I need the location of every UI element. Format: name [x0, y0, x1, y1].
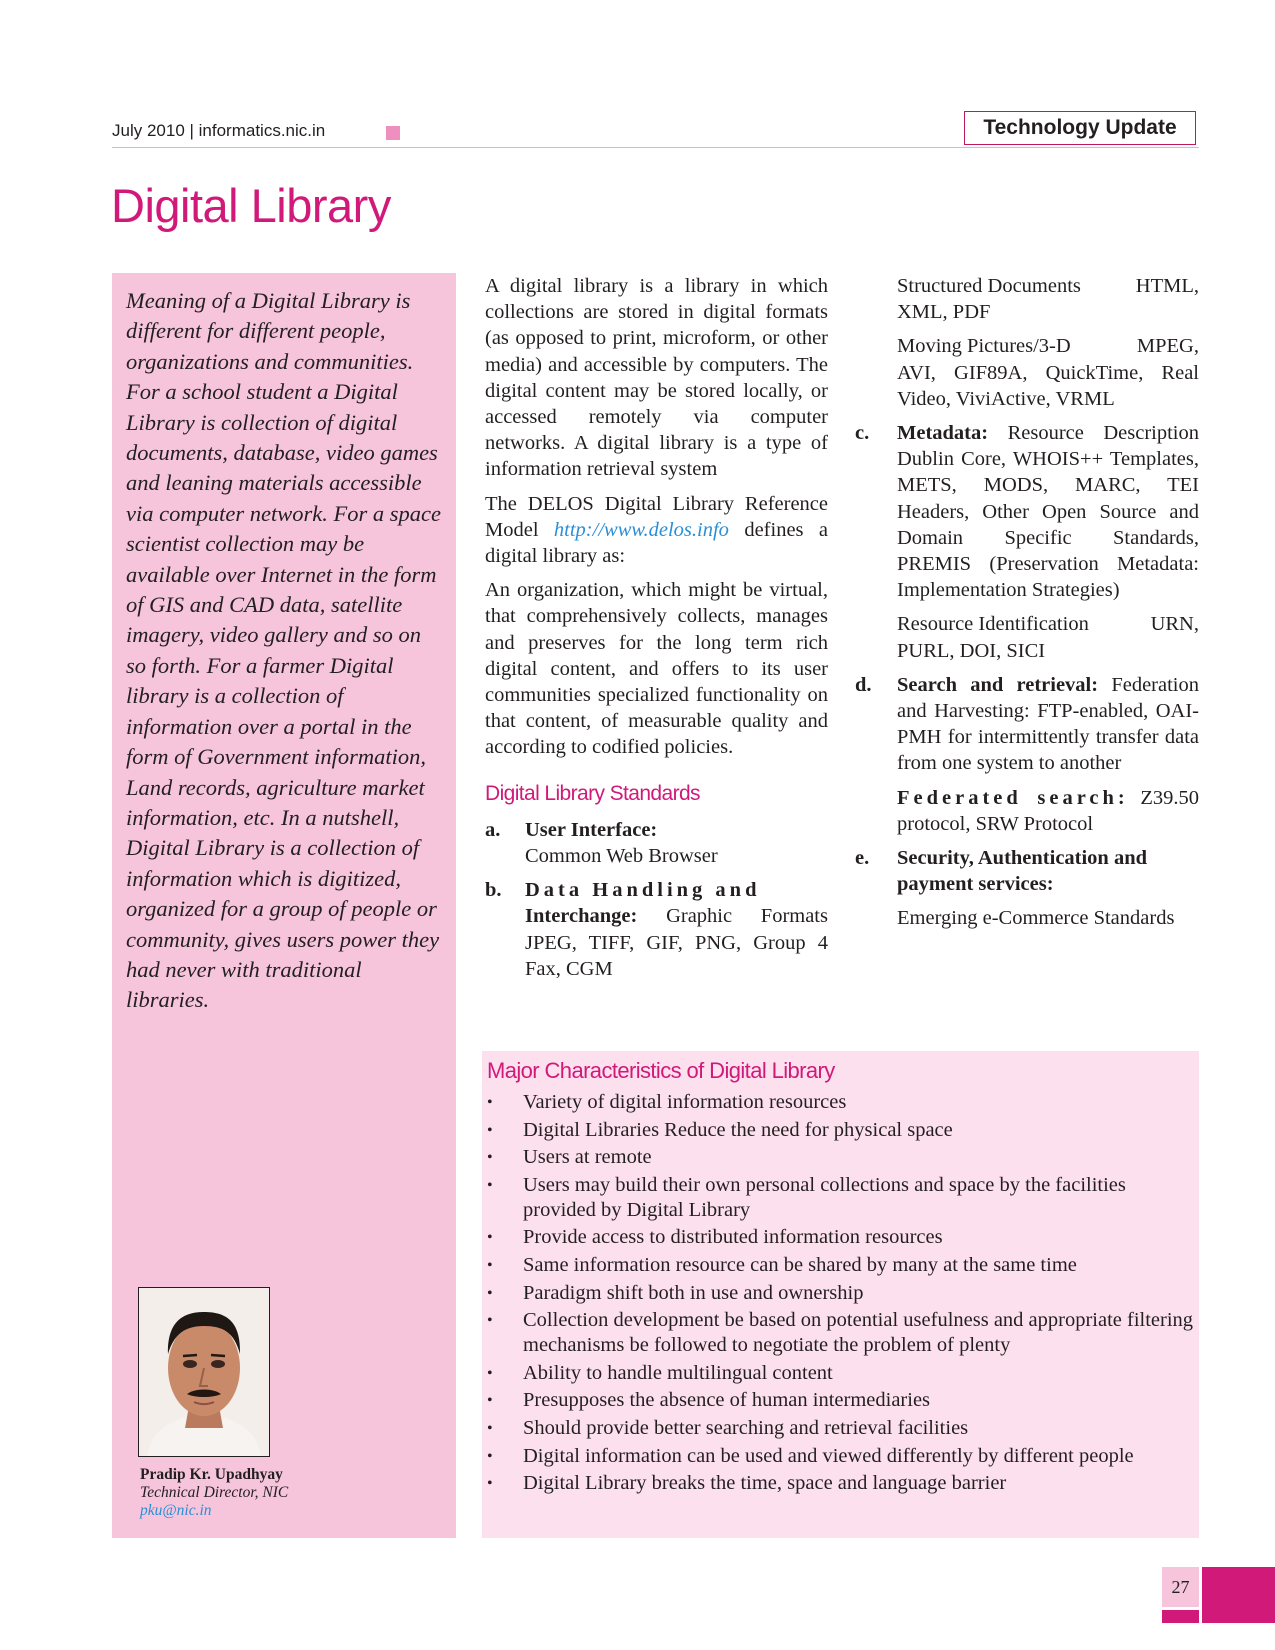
page-title: Digital Library	[111, 179, 391, 232]
list-item: • Digital information can be used and viewed differently by different people	[487, 1444, 1195, 1469]
characteristics-list	[487, 1090, 1195, 1499]
list-item: • Provide access to distributed information resources	[487, 1225, 1195, 1250]
author-title: Technical Director, NIC	[140, 1484, 289, 1501]
header-square	[386, 126, 400, 140]
moving-pictures: Moving Pictures/3-D MPEG, AVI, GIF89A, QuickTime, Real Video, ViviActive, VRML	[897, 335, 1199, 410]
list-item: • Digital Library breaks the time, space and language barrier	[487, 1471, 1195, 1496]
structured-documents: Structured Documents HTML, XML, PDF	[897, 275, 1199, 324]
paragraph-organization: An organization, which might be virtual, that comprehensively collects, manages and preserves for the long term rich digital content, and offers to its user communities specialized functionality on that content, of measurable quality and according to codified policies.	[485, 579, 828, 759]
list-item: • Presupposes the absence of human intermediaries	[487, 1388, 1195, 1413]
column-middle	[485, 273, 828, 990]
list-item: • Variety of digital information resources	[487, 1090, 1195, 1115]
page-number-strip	[1162, 1610, 1199, 1623]
standard-e: e. Security, Authentication and payment services:	[855, 847, 1148, 896]
list-item: • Should provide better searching and retrieval facilities	[487, 1416, 1195, 1441]
standard-b: b. Data Handling and Interchange: Graphic Formats JPEG, TIFF, GIF, PNG, Group 4 Fax, CGM	[485, 879, 828, 980]
resource-identification: Resource Identification URN, PURL, DOI, SICI	[897, 613, 1199, 662]
federated-search: Federated search: Z39.50 protocol, SRW Protocol	[897, 786, 1199, 835]
list-item: • Users may build their own personal collections and space by the facilities provided by Digital Library	[487, 1173, 1195, 1222]
author-portrait-icon	[139, 1288, 269, 1456]
author-block	[140, 1466, 288, 1520]
standard-d: d. Search and retrieval: Federation and Harvesting: FTP-enabled, OAI-PMH for intermittently transfer data from one system to another	[855, 673, 1199, 775]
standards-heading: Digital Library Standards	[485, 781, 700, 805]
list-item: • Collection development be based on potential usefulness and appropriate filtering mechanisms be followed to negotiate the problem of plenty	[487, 1308, 1195, 1357]
header-issue: July 2010 | informatics.nic.in	[112, 121, 326, 140]
author-photo	[138, 1287, 270, 1457]
header-rule	[112, 147, 1199, 148]
paragraph-delos: The DELOS Digital Library Reference Model http://www.delos.info defines a digital library as:	[485, 492, 828, 568]
list-item: • Users at remote	[487, 1145, 1195, 1170]
section-label: Technology Update	[964, 111, 1196, 145]
author-name: Pradip Kr. Upadhyay	[140, 1466, 283, 1483]
standard-a: a. User Interface: Common Web Browser	[485, 818, 718, 868]
list-item: • Ability to handle multilingual content	[487, 1361, 1195, 1386]
page-corner-bar	[1202, 1567, 1275, 1623]
page-number: 27	[1162, 1567, 1199, 1607]
intro-text: Meaning of a Digital Library is different for different people, organizations and communities. For a school student a Digital Library is collection of digital documents, database, video games and leaning materials accessible via computer network. For a space scientist collection may be available over Internet in the form of GIS and CAD data, satellite imagery, video gallery and so on so forth. For a farmer Digital library is a collection of information over a portal in the form of Government information, Land records, agriculture market information, etc. In a nutshell, Digital Library is a collection of information which is digitized, organized for a group of people or community, gives users power they had never with traditional libraries.	[126, 288, 441, 1013]
standard-c: c. Metadata: Resource Description Dublin Core, WHOIS++ Templates, METS, MODS, MARC, TEI Headers, Other Open Source and Domain Specific Standards, PREMIS (Preservation Metadata: Implementation Strategies)	[855, 422, 1199, 602]
paragraph-definition: A digital library is a library in which collections are stored in digital formats (as opposed to print, microform, or other media) and accessible by computers. The digital content may be stored locally, or accessed remotely via computer networks. A digital library is a type of information retrieval system	[485, 275, 828, 481]
list-item: • Digital Libraries Reduce the need for physical space	[487, 1118, 1195, 1143]
list-item: • Same information resource can be shared by many at the same time	[487, 1253, 1195, 1278]
author-email[interactable]: pku@nic.in	[140, 1502, 212, 1519]
ecommerce-standards: Emerging e-Commerce Standards	[897, 907, 1175, 930]
list-item: • Paradigm shift both in use and ownership	[487, 1281, 1195, 1306]
characteristics-heading: Major Characteristics of Digital Library	[487, 1058, 835, 1083]
delos-link[interactable]: http://www.delos.info	[553, 518, 729, 541]
column-right	[855, 273, 1199, 940]
